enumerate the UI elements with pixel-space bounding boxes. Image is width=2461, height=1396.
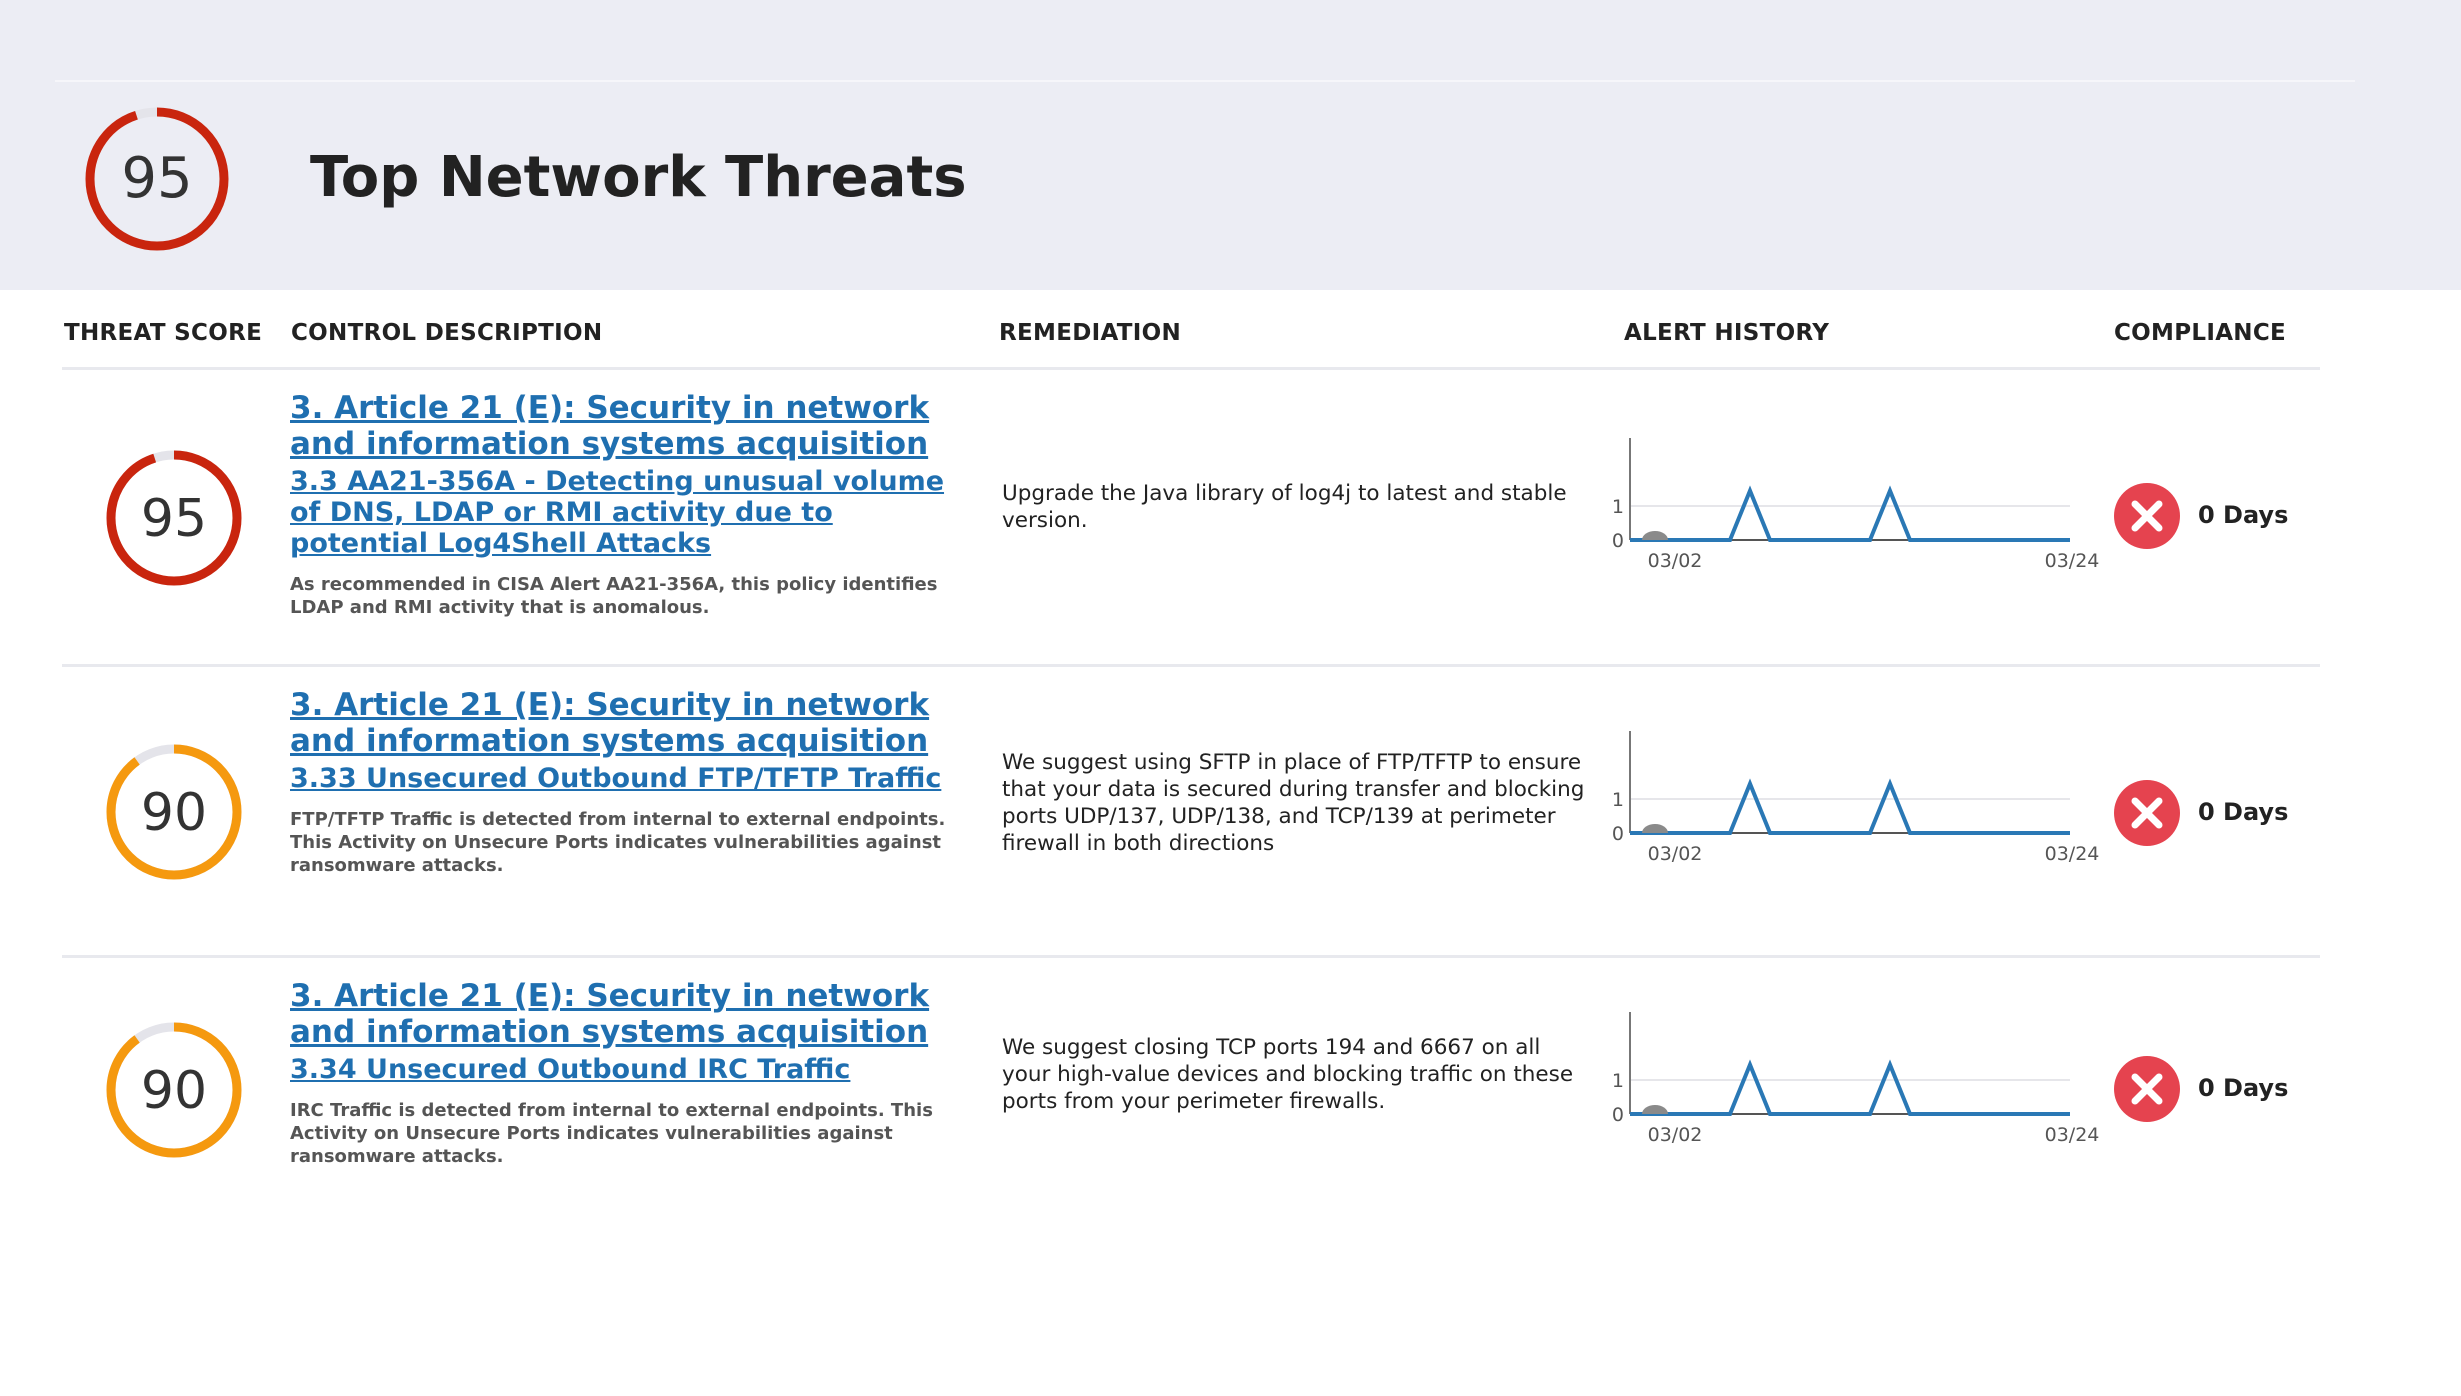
threat-score-value: 95	[140, 489, 208, 549]
x-tick-label: 03/02	[1647, 550, 1703, 572]
article-link[interactable]: 3. Article 21 (E): Security in network and information systems acquisition	[290, 978, 930, 1050]
alert-history-line	[1630, 784, 2070, 833]
header-divider	[55, 80, 2355, 82]
column-header-remediation: REMEDIATION	[999, 320, 1182, 346]
control-summary: As recommended in CISA Alert AA21-356A, this policy identifies LDAP and RMI activity that is anomalous.	[290, 574, 938, 618]
control-link[interactable]: 3.3 AA21-356A - Detecting unusual volume of DNS, LDAP or RMI activity due to potential Log4Shell Attacks	[290, 466, 945, 559]
column-header-compliance: COMPLIANCE	[2114, 320, 2287, 346]
article-link[interactable]: 3. Article 21 (E): Security in network and information systems acquisition	[290, 687, 930, 759]
threat-score-value: 90	[140, 783, 208, 843]
control-description	[290, 687, 950, 877]
remediation-text: Upgrade the Java library of log4j to latest and stable version.	[1002, 481, 1567, 533]
control-link[interactable]: 3.34 Unsecured Outbound IRC Traffic	[290, 1054, 851, 1085]
x-tick-label: 03/24	[2044, 1124, 2100, 1146]
compliance-days: 0 Days	[2198, 501, 2289, 529]
article-link[interactable]: 3. Article 21 (E): Security in network and information systems acquisition	[290, 390, 930, 462]
table-row	[0, 958, 2461, 1218]
start-marker	[1642, 1105, 1668, 1114]
threat-score-gauge	[102, 740, 246, 884]
threat-score-gauge	[102, 1018, 246, 1162]
alert-history-chart	[1600, 729, 2100, 869]
table-row	[0, 667, 2461, 957]
header-banner	[0, 0, 2461, 290]
column-header-alert-history: ALERT HISTORY	[1624, 320, 1830, 346]
alert-history-line	[1630, 1065, 2070, 1114]
start-marker	[1642, 531, 1668, 540]
control-link[interactable]: 3.33 Unsecured Outbound FTP/TFTP Traffic	[290, 763, 942, 794]
y-tick-label: 0	[1611, 1104, 1624, 1126]
overall-score-gauge	[82, 104, 232, 254]
page-title: Top Network Threats	[310, 145, 967, 210]
x-tick-label: 03/24	[2044, 843, 2100, 865]
alert-history-line	[1630, 491, 2070, 540]
y-tick-label: 0	[1611, 823, 1624, 845]
close-icon	[2113, 1055, 2181, 1123]
close-icon	[2113, 482, 2181, 550]
column-header-threat-score: THREAT SCORE	[64, 320, 263, 346]
x-tick-label: 03/24	[2044, 550, 2100, 572]
column-header-control-description: CONTROL DESCRIPTION	[291, 320, 603, 346]
remediation-text: We suggest closing TCP ports 194 and 6667 on all your high-value devices and blocking traffic on these ports from your perimeter firewalls.	[1002, 1035, 1574, 1114]
x-tick-label: 03/02	[1647, 843, 1703, 865]
control-description	[290, 978, 950, 1168]
alert-history-chart	[1600, 1010, 2100, 1150]
close-icon	[2113, 779, 2181, 847]
threat-score-value: 90	[140, 1061, 208, 1121]
start-marker	[1642, 824, 1668, 833]
alert-history-chart	[1600, 436, 2100, 576]
overall-score-value: 95	[121, 146, 193, 211]
y-tick-label: 1	[1611, 789, 1624, 811]
control-description	[290, 390, 950, 619]
y-tick-label: 0	[1611, 530, 1624, 552]
y-tick-label: 1	[1611, 496, 1624, 518]
control-summary: IRC Traffic is detected from internal to external endpoints. This Activity on Unsecure Ports indicates vulnerabilities against ransomware attacks.	[290, 1100, 933, 1167]
compliance-days: 0 Days	[2198, 798, 2289, 826]
y-tick-label: 1	[1611, 1070, 1624, 1092]
compliance-days: 0 Days	[2198, 1074, 2289, 1102]
x-tick-label: 03/02	[1647, 1124, 1703, 1146]
remediation-text: We suggest using SFTP in place of FTP/TFTP to ensure that your data is secured during transfer and blocking ports UDP/137, UDP/138, and TCP/139 at perimeter firewall in both directions	[1002, 750, 1585, 856]
threat-score-gauge	[102, 446, 246, 590]
control-summary: FTP/TFTP Traffic is detected from internal to external endpoints. This Activity on Unsecure Ports indicates vulnerabilities against ransomware attacks.	[290, 809, 946, 876]
table-row	[0, 370, 2461, 666]
